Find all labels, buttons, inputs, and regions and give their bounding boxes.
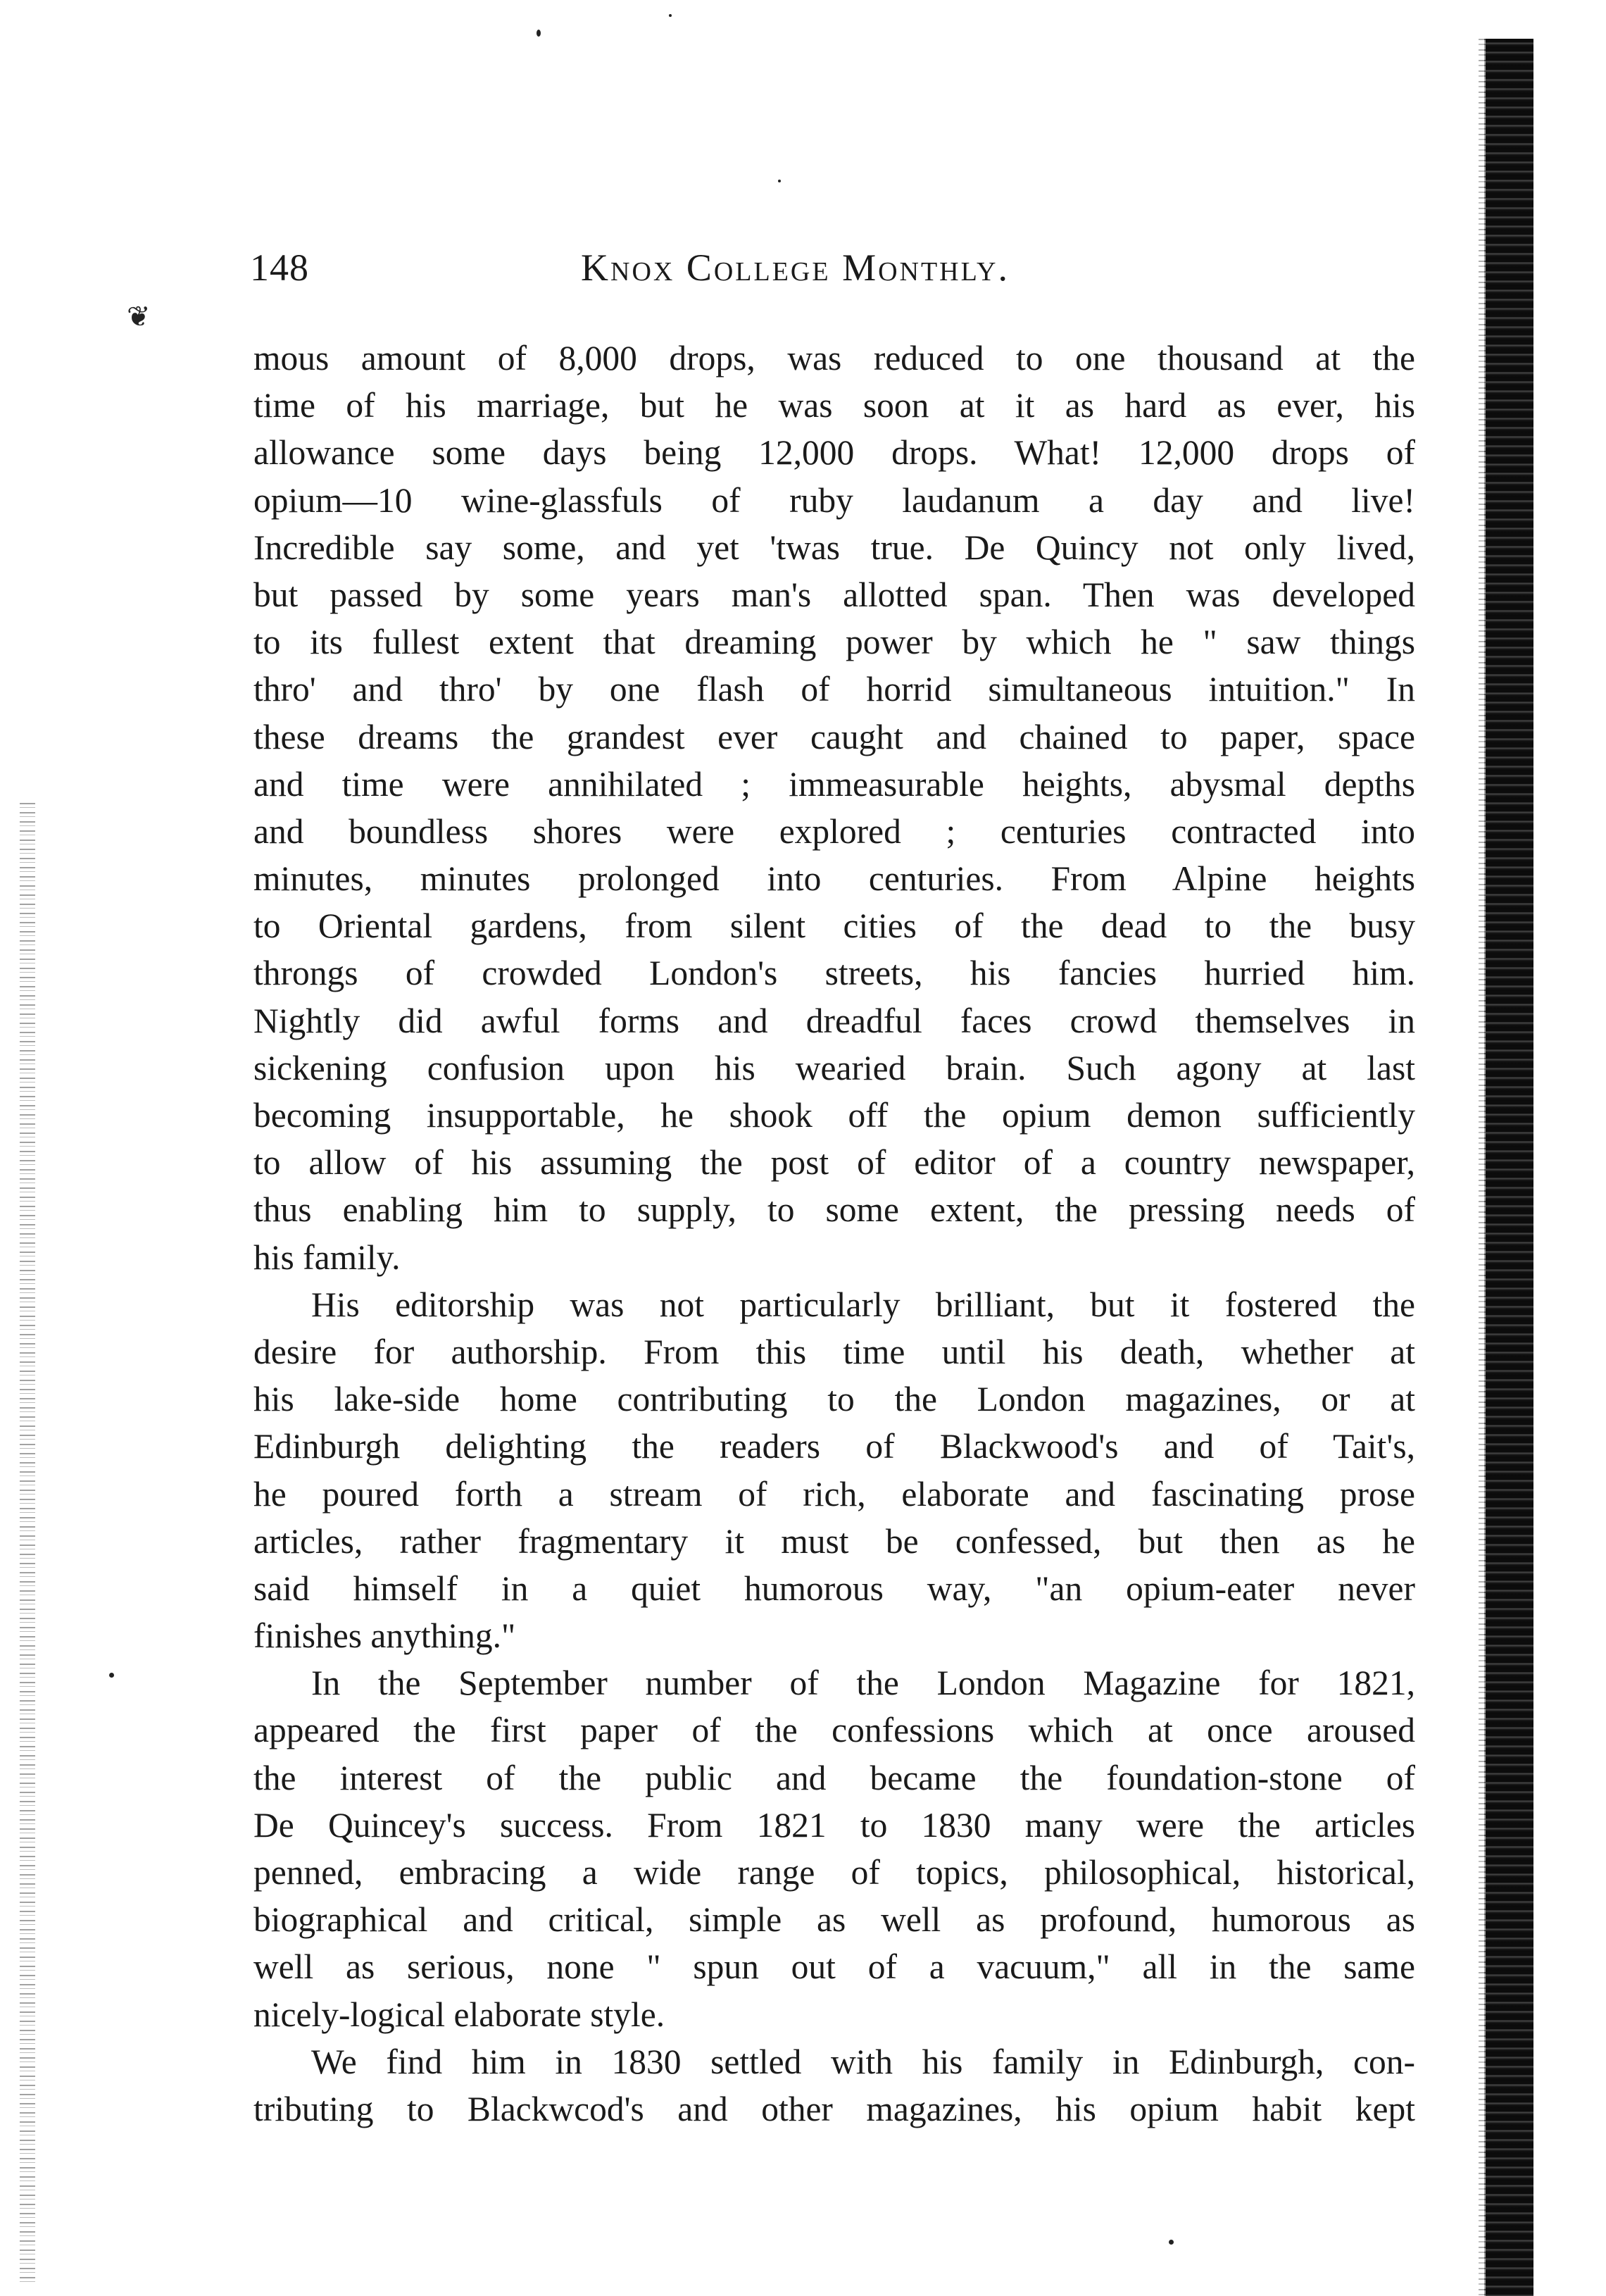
binding-edge <box>1484 39 1533 2296</box>
running-title: Knox College Monthly. <box>581 247 1010 289</box>
text-line: Incredible say some, and yet 'twas true. De Quincy not only lived, <box>253 528 1415 567</box>
text-line: becoming insupportable, he shook off the opium demon sufficiently <box>253 1096 1415 1135</box>
text-line: Nightly did awful forms and dreadful faces crowd themselves in <box>253 1001 1415 1040</box>
text-line: allowance some days being 12,000 drops. What! 12,000 drops of <box>253 433 1415 473</box>
text-line: opium—10 wine-glassfuls of ruby laudanum a day and live! <box>253 480 1415 520</box>
scan-speck <box>778 180 781 182</box>
text-line: De Quincey's success. From 1821 to 1830 many were the articles <box>253 1805 1415 1845</box>
scan-speck <box>109 1673 114 1678</box>
text-line: In the September number of the London Magazine for 1821, <box>311 1664 1415 1703</box>
text-line: his lake-side home contributing to the London magazines, or at <box>253 1380 1415 1419</box>
text-line: and time were annihilated ; immeasurable heights, abysmal depths <box>253 764 1415 804</box>
text-line: nicely-logical elaborate style. <box>253 1995 665 2034</box>
text-line: throngs of crowded London's streets, his fancies hurried him. <box>253 954 1415 993</box>
text-line: Edinburgh delighting the readers of Blackwood's and of Tait's, <box>253 1427 1415 1466</box>
text-line: but passed by some years man's allotted span. Then was developed <box>253 575 1415 614</box>
text-line: desire for authorship. From this time until his death, whether at <box>253 1332 1415 1371</box>
scan-speck <box>537 30 541 37</box>
text-line: and boundless shores were explored ; centuries contracted into <box>253 811 1415 851</box>
scan-speck <box>1169 2240 1174 2245</box>
text-line: articles, rather fragmentary it must be confessed, but then as he <box>253 1521 1415 1561</box>
text-line: time of his marriage, but he was soon at it as hard as ever, his <box>253 386 1415 425</box>
text-line: thro' and thro' by one flash of horrid simultaneous intuition." In <box>253 670 1415 709</box>
article-body <box>253 335 1415 2133</box>
page-header <box>250 239 1419 296</box>
text-line: penned, embracing a wide range of topics, philosophical, historical, <box>253 1853 1415 1892</box>
text-line: We find him in 1830 settled with his family in Edinburgh, con- <box>311 2042 1415 2081</box>
text-line: minutes, minutes prolonged into centuries. From Alpine heights <box>253 859 1415 899</box>
text-line: he poured forth a stream of rich, elaborate and fascinating prose <box>253 1474 1415 1514</box>
text-line: to its fullest extent that dreaming power by which he " saw things <box>253 623 1415 662</box>
scan-speck <box>669 14 672 17</box>
text-line: His editorship was not particularly brilliant, but it fostered the <box>311 1285 1415 1324</box>
left-edge-scan-noise <box>20 803 35 2282</box>
text-line: thus enabling him to supply, to some extent, the pressing needs of <box>253 1190 1415 1230</box>
text-line: tributing to Blackwcod's and other magazines, his opium habit kept <box>253 2089 1415 2128</box>
text-line: biographical and critical, simple as well as profound, humorous as <box>253 1900 1415 1940</box>
text-line: mous amount of 8,000 drops, was reduced to one thousand at the <box>253 339 1415 378</box>
text-line: to Oriental gardens, from silent cities of the dead to the busy <box>253 906 1415 946</box>
page-number: 148 <box>250 247 309 289</box>
text-line: these dreams the grandest ever caught and chained to paper, space <box>253 717 1415 756</box>
text-line: sickening confusion upon his wearied brain. Such agony at last <box>253 1048 1415 1087</box>
text-line: his family. <box>253 1237 401 1277</box>
text-line: the interest of the public and became the foundation-stone of <box>253 1758 1415 1797</box>
ornament-icon: ❦ <box>127 301 151 332</box>
text-line: said himself in a quiet humorous way, "an opium-eater never <box>253 1568 1415 1608</box>
text-line: well as serious, none " spun out of a vacuum," all in the same <box>253 1947 1415 1987</box>
text-line: appeared the first paper of the confessions which at once aroused <box>253 1711 1415 1750</box>
text-line: to allow of his assuming the post of editor of a country newspaper, <box>253 1143 1415 1183</box>
text-line: finishes anything." <box>253 1616 516 1656</box>
